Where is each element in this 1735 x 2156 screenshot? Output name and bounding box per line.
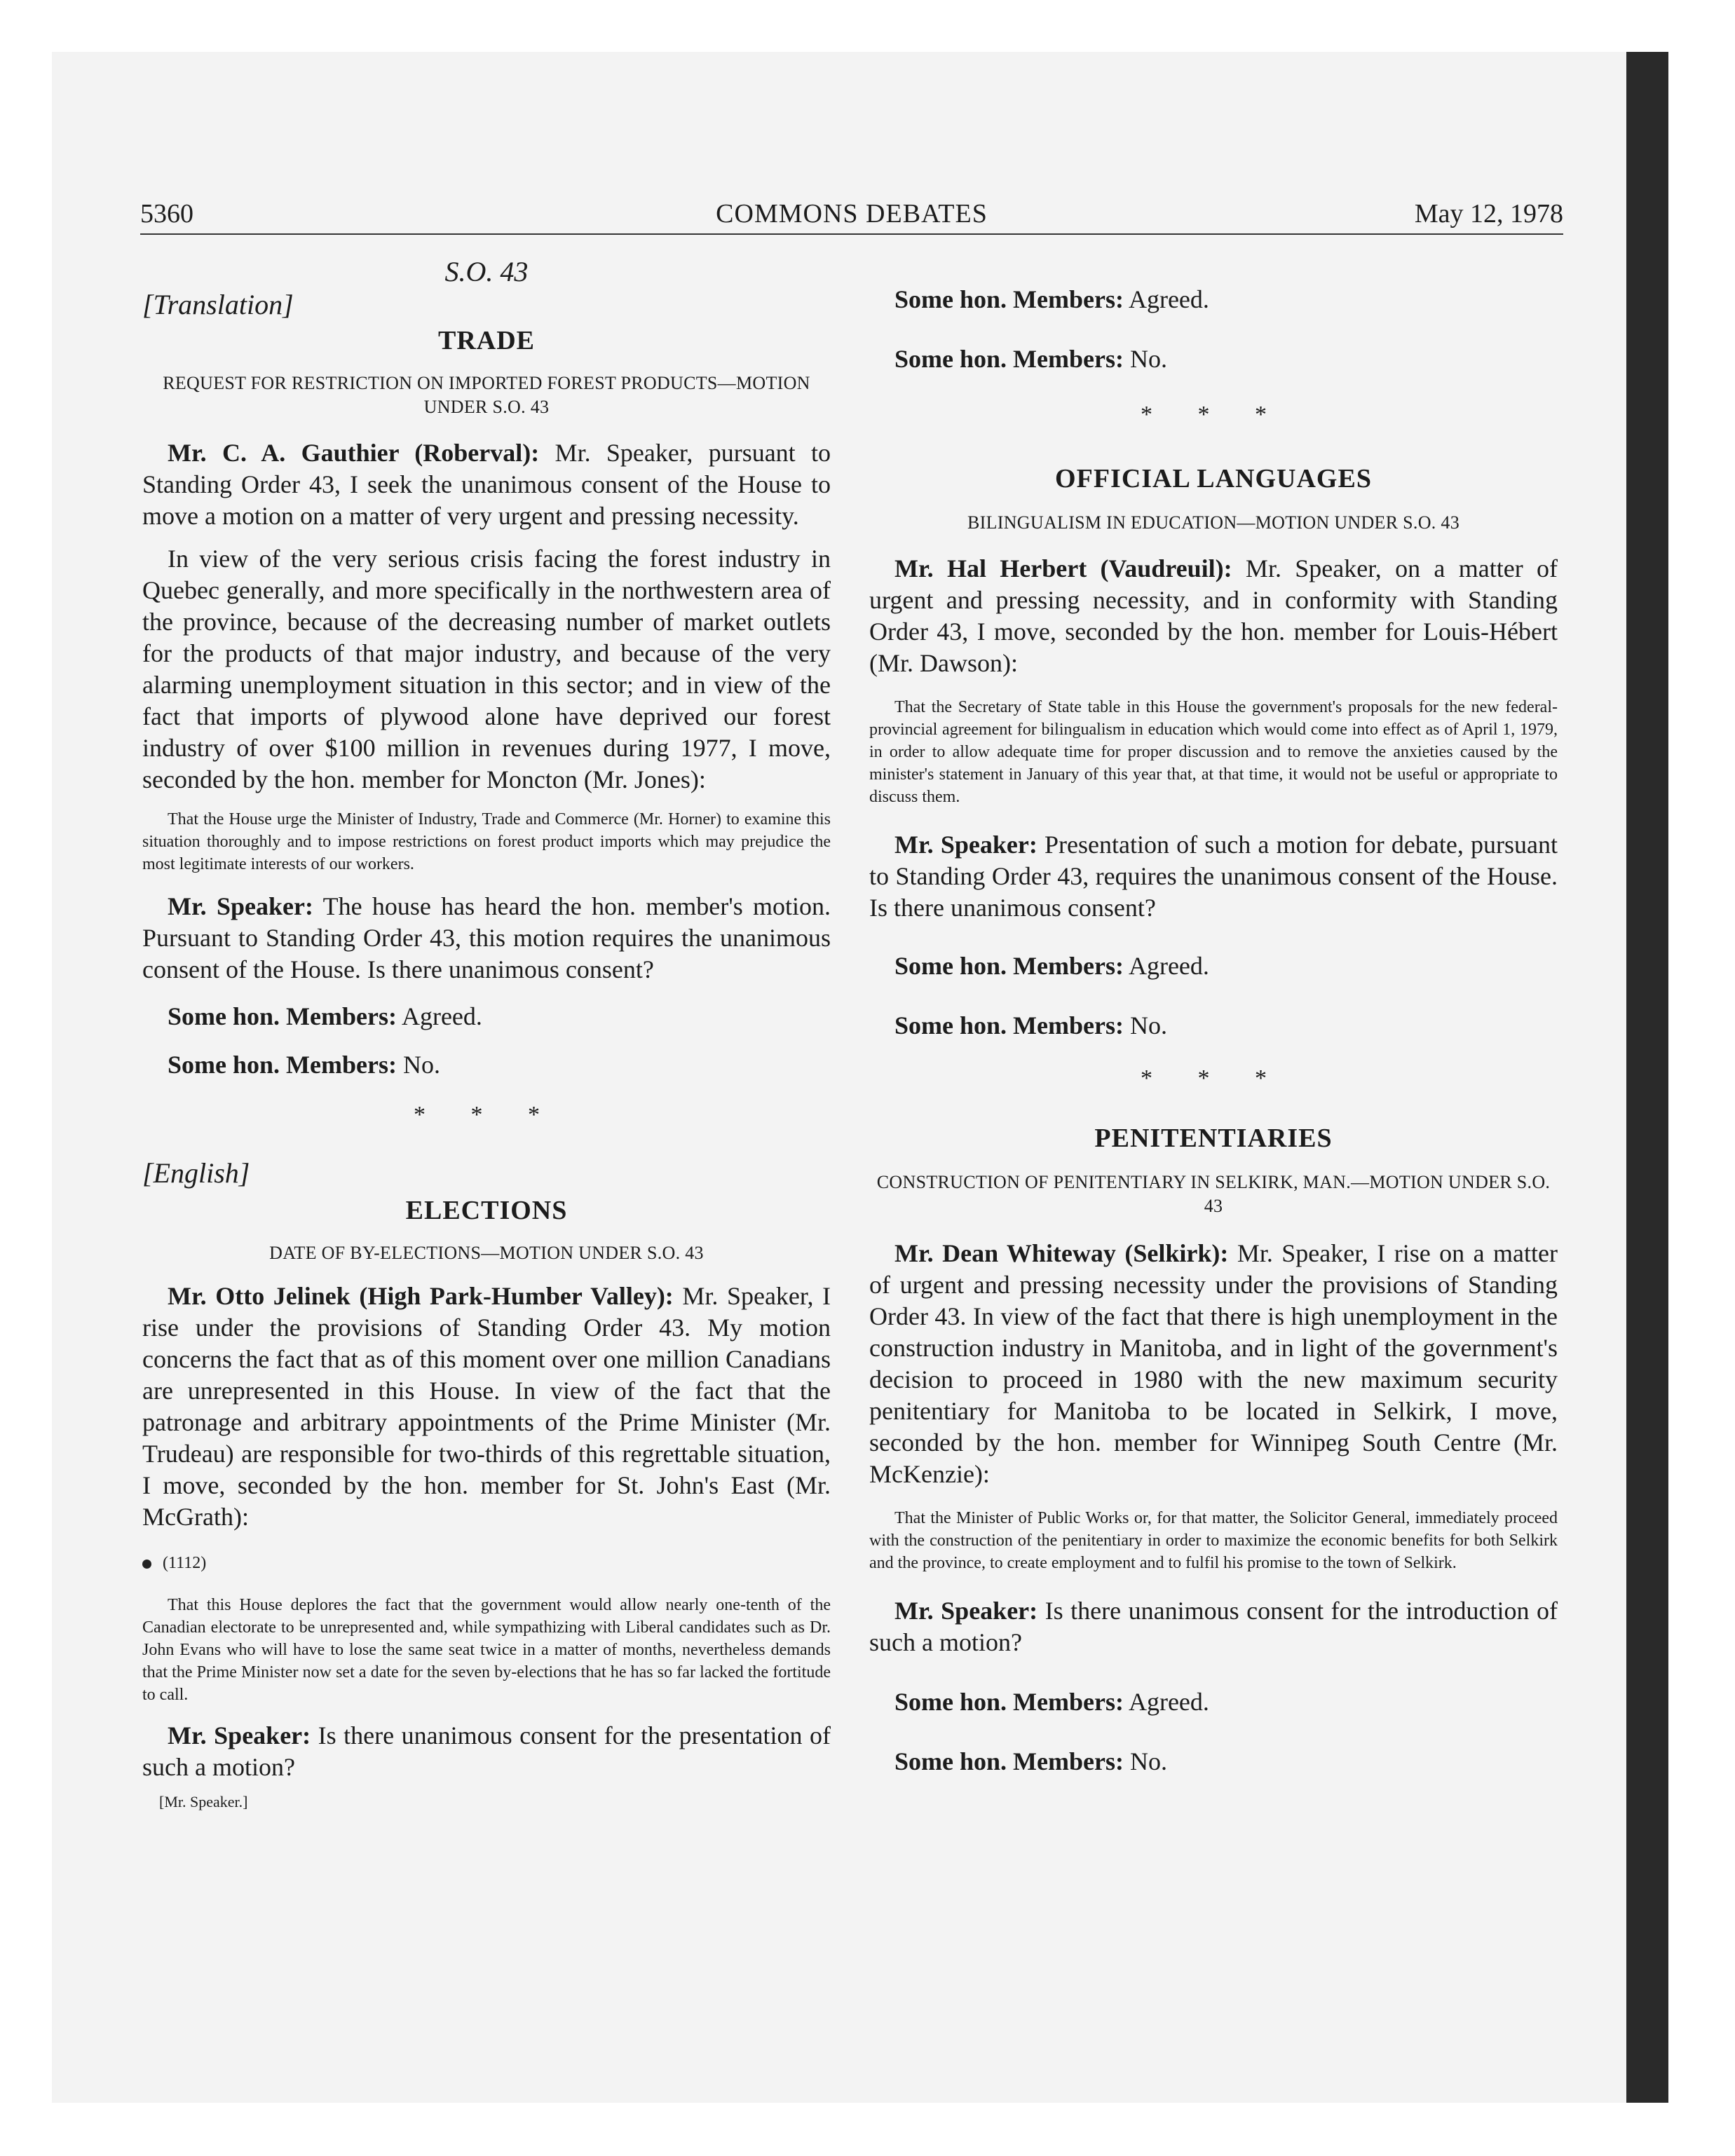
elections-heading: ELECTIONS: [405, 1196, 568, 1225]
trade-subheading: REQUEST FOR RESTRICTION ON IMPORTED FOREST PRODUCTS—MOTION UNDER S.O. 43: [163, 373, 810, 417]
section-separator: * * *: [1141, 1065, 1286, 1091]
english-tag: [English]: [142, 1157, 250, 1189]
section-separator: * * *: [1141, 402, 1286, 428]
jelinek-paragraph: [142, 1281, 831, 1533]
herbert-paragraph: [869, 553, 1558, 679]
members-agreed: [869, 1686, 1558, 1718]
members-no: [869, 1746, 1558, 1778]
penitentiaries-motion-quote: That the Minister of Public Works or, for that matter, the Solicitor General, immediately proceed with the construction of the penitentiary in order to maximize the economic benefits for both Selkirk and the province, to create employment and to fulfil his promise to the town of Selkirk.: [869, 1509, 1558, 1572]
members-no: [869, 343, 1558, 375]
speaker-name: Some hon. Members:: [894, 1747, 1124, 1775]
trade-heading: TRADE: [437, 326, 536, 355]
trade-motion-quote: That the House urge the Minister of Industry, Trade and Commerce (Mr. Horner) to examine this situation thoroughly and to impose restrictions on forest product imports which may prejudice the most legitimate interests of our workers.: [142, 810, 831, 873]
speaker-name: Mr. Hal Herbert (Vaudreuil):: [894, 554, 1232, 582]
speaker-paragraph-1: [142, 891, 831, 985]
penitentiaries-subheading: CONSTRUCTION OF PENITENTIARY IN SELKIRK, MAN.—MOTION UNDER S.O. 43: [876, 1172, 1551, 1216]
speech-text: Agreed.: [396, 1002, 482, 1030]
speech-text: No.: [1123, 1011, 1167, 1039]
speech-text: Mr. Speaker, pursuant to Standing Order 43, I seek the unanimous consent of the House to move a motion on a matter of very urgent and pressing necessity.: [142, 439, 831, 530]
members-agreed: [869, 284, 1558, 315]
bullet-icon: [142, 1560, 151, 1569]
members-no: [142, 1049, 831, 1081]
elections-subheading: DATE OF BY-ELECTIONS—MOTION UNDER S.O. 43: [269, 1243, 704, 1263]
speaker-name: Some hon. Members:: [894, 1688, 1124, 1716]
speech-text: No.: [1123, 345, 1167, 373]
whiteway-paragraph: [869, 1238, 1558, 1490]
section-separator: * * *: [414, 1102, 559, 1128]
members-no: [869, 1010, 1558, 1042]
speaker-paragraph-3: [869, 829, 1558, 924]
scan-edge-bar: [1626, 52, 1668, 2103]
penitentiaries-heading: PENITENTIARIES: [1094, 1124, 1333, 1153]
speech-text: Is there unanimous consent for the introduction of such a motion?: [869, 1597, 1558, 1656]
so-label: S.O. 43: [444, 256, 529, 287]
speech-text: No.: [396, 1051, 440, 1079]
publication-date: May 12, 1978: [1414, 199, 1563, 228]
speech-text: Mr. Speaker, I rise on a matter of urgent and pressing necessity under the provisions of Standing Order 43. In view of the fact that there is high unemployment in the construction industry in Manitoba, and in light of the government's decision to proceed in 1980 with the new maximum security penitentiary for Manitoba to be located in Selkirk, I move, seconded by the hon. member for Winnipeg South Centre (Mr. McKenzie):: [869, 1239, 1558, 1488]
speaker-name: Some hon. Members:: [894, 1011, 1124, 1039]
time-marker: (1112): [142, 1554, 831, 1573]
speech-text: Mr. Speaker, on a matter of urgent and pressing necessity, and in conformity with Standing Order 43, I move, seconded by the hon. member for Louis-Hébert (Mr. Dawson):: [869, 554, 1558, 677]
elections-motion-quote: That this House deplores the fact that the government would allow nearly one-tenth of the Canadian electorate to be unrepresented and, while sympathizing with Liberal candidates such as Dr. John Evans who will have to lose the same seat twice in a matter of months, nevertheless demands that the Prime Minister now set a date for the seven by-elections that he has so far lacked the fortitude to call.: [142, 1596, 831, 1704]
official-languages-subheading: BILINGUALISM IN EDUCATION—MOTION UNDER S.O. 43: [967, 512, 1460, 533]
speaker-name: Mr. Speaker:: [168, 892, 313, 920]
members-agreed: [869, 950, 1558, 982]
speaker-name: Some hon. Members:: [894, 285, 1124, 313]
official-languages-motion-quote: That the Secretary of State table in this House the government's proposals for the new federal-provincial agreement for bilingualism in education which would come into effect as of April 1, 1979, in order to allow adequate time for proper discussion and to remove the anxieties caused by the minister's statement in January of this year that, at that time, it would not be useful or appropriate to discuss them.: [869, 698, 1558, 806]
speaker-paragraph-4: [869, 1595, 1558, 1658]
speech-text: Agreed.: [1123, 285, 1209, 313]
speech-text: Agreed.: [1123, 952, 1209, 980]
speaker-name: Some hon. Members:: [894, 952, 1124, 980]
left-column: [142, 245, 831, 1811]
speech-text: Is there unanimous consent for the presentation of such a motion?: [142, 1721, 831, 1781]
speech-text: Mr. Speaker, I rise under the provisions of Standing Order 43. My motion concerns the fact that as of this moment over one million Canadians are unrepresented in this House. In view of the fact that the patronage and arbitrary appointments of the Prime Minister (Mr. Trudeau) are responsible for two-thirds of this regrettable situation, I move, seconded by the hon. member for St. John's East (Mr. McGrath):: [142, 1282, 831, 1531]
speech-text: Presentation of such a motion for debate, pursuant to Standing Order 43, requires the unanimous consent of the House. Is there unanimous consent?: [869, 831, 1558, 922]
continued-marker: [Mr. Speaker.]: [159, 1793, 248, 1810]
gauthier-paragraph-2: In view of the very serious crisis facing the forest industry in Quebec generally, and more specifically in the northwestern area of the province, because of the decreasing number of market outlets for the products of that major industry, and because of the very alarming unemployment situation in this sector; and in view of the fact that imports of plywood alone have deprived our forest industry of over $100 million in revenues during 1977, I move, seconded by the hon. member for Moncton (Mr. Jones):: [142, 545, 831, 793]
translation-tag: [Translation]: [142, 289, 294, 320]
speaker-name: Mr. Speaker:: [894, 1597, 1038, 1625]
speaker-paragraph-2: [142, 1720, 831, 1783]
page-number: 5360: [140, 199, 193, 228]
speech-text: No.: [1123, 1747, 1167, 1775]
official-languages-heading: OFFICIAL LANGUAGES: [1055, 464, 1372, 493]
right-column: [869, 245, 1558, 1778]
gauthier-paragraph: [142, 437, 831, 532]
page-header: [140, 198, 1563, 235]
speech-text: Agreed.: [1123, 1688, 1209, 1716]
speaker-name: Mr. Speaker:: [168, 1721, 311, 1749]
speaker-name: Mr. C. A. Gauthier (Roberval):: [168, 439, 540, 467]
publication-title: COMMONS DEBATES: [716, 199, 988, 228]
speech-text: The house has heard the hon. member's motion. Pursuant to Standing Order 43, this motion requires the unanimous consent of the House. Is there unanimous consent?: [142, 892, 831, 983]
speaker-name: Some hon. Members:: [168, 1002, 397, 1030]
speaker-name: Some hon. Members:: [168, 1051, 397, 1079]
speaker-name: Mr. Otto Jelinek (High Park-Humber Valley):: [168, 1282, 674, 1310]
members-agreed: [142, 1001, 831, 1032]
speaker-name: Some hon. Members:: [894, 345, 1124, 373]
speaker-name: Mr. Dean Whiteway (Selkirk):: [894, 1239, 1229, 1267]
speaker-name: Mr. Speaker:: [894, 831, 1037, 859]
